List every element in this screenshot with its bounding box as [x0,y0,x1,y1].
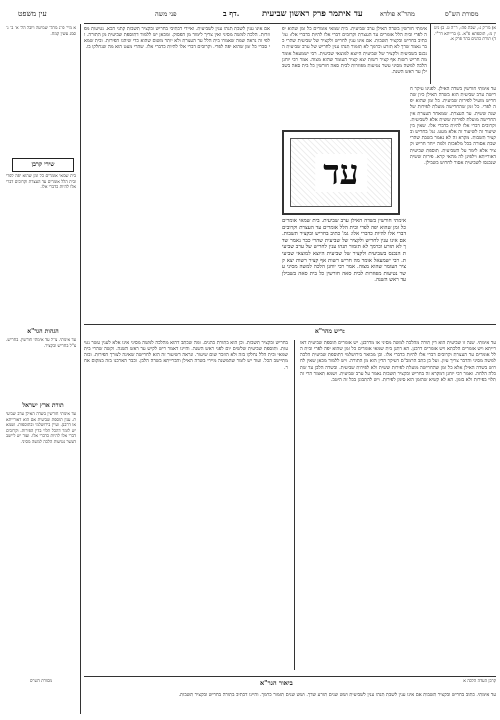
main-text-top: אימתי חורשין בשדה האילן ערב שביעית. בית שמאי אומרים כל זמן שהוא יפה לפרי ובית הלל אומרים עד העצרת וקרובים דברי אלו להיות כדברי אלו: גמ' כתיב בחריש ובקציר תשבות. אם אינו ענין לחריש ולקציר של שביעית שהרי כבר נאמר שדך לא תזרע וכרמך לא תזמור תנהו ענין לחריש של ערב שביעית הנכנס בשביעית ולקציר של שביעית היוצא למוצאי שביעית. רבי ישמעאל אומר מה חריש רשות אף קציר רשות יצא קציר העומר שהוא מצוה. אמר רבי יוחנן הלכה למשה מסיני עשר נטיעות מפוזרות לבית סאה חורשין כל בית סאה בשבילן עד ראש השנה. [282,26,427,76]
beur-text: עד אימתי. כתוב בחריש ובקציר תשבות אם אינו ענין לשבת תנהו ענין לשביעית ושש שנים תזרע שדך. ושש שנים תזמור כרמך. והיינו דכתיב בתורה בחריש ובקציר תשבות. [178,692,496,698]
header-rule [84,23,496,24]
torat-eretz-text: עד אימתי חורשין בשדה האילן ערב שביעית. ענין תוספת שביעית אם הוא דאורייתא או דרבנן. ועיין בירושלמי ובתוספות. ושמא יש לומר דהכל תלוי בדין הפירות. וקרובים דברי אלו להיות כדברי אלו. ועוד יש ליישב דעשר נטיעות הלכה למשה מסיני. [6,412,76,445]
section-title-hagahot: הגהות הגר"א [27,328,59,335]
bottom-left-commentary: בחריש ובקציר תשבות. וכן הוא בתורת כהנים. ומה שכתב דהוא מהלכה למשה מסיני אינו אלא לענין עשר נטיעות. ותוספת שביעית שלשים יום לפני ראש השנה. והיינו דאמר ריש לקיש עד ראש השנה. וקשה שהרי בית שמאי ובית הלל נחלקו בזה ולא הוזכר שום שיעור. ונראה דשיעור זה הוא לחרישה שאינה לצורך הפירות. ובזה מתיישב הכל. ועוד יש לומר שהמשנה מיירי בשדה האילן והברייתא בשדה הלבן. וכבר הארכנו בזה במקום אחר. [84,340,288,371]
masoret-text: א) מו"ק ג:, שבת פה:, ר"ה ט. ב) גיטין מ:, תוספתא פ"א. ג) ברייתא דר"י. ד) תורת כהנים בהר פרק א. [434,26,496,43]
header-masoret: מסורת הש"ס [445,10,479,18]
opening-word-frame [282,130,400,215]
hagahot-text: עד אימתי. צ"ל עד אימתי חורשין. בחריש. צ"ל בחריש ובקציר. [6,338,76,349]
footer-rule [84,676,496,677]
bottom-right-commentary: עד אימתי. שנה זו שביעית הוא דין תורה מהלכה למשה מסיני או מדרבנן. יש אומרים תוספת שביעית דאורייתא ויש אומרים הלכתא ויש אומרים דרבנן. הא דתנן בית שמאי אומרים כל זמן שהוא יפה לפרי ובית הלל אומרים עד העצרת וקרובים דברי אלו להיות כדברי אלו. וכן מבואר בירושלמי דתוספת שביעית הלכה למשה מסיני והדבר צריך עיון. ועל כן כתב הרמב"ם דעיקר הדין הוא מן התורה. ויש ללמוד מכאן שאין לחרוש בשדה האילן אלא כל זמן שהחרישה מועלת לפירות ששית ולא לפירות שביעית. ובשדה הלבן עד שתכלה הלחה. ואמר רבי יוחנן דמקרא זה בחריש ובקציר תשבות נאמר על ערב שביעית. ושמא תאמר הרי זה תלוי בפירות ולא בזמן. הא לא קשיא שהזמן הוא סימן לפירות. ויש להתבונן בכל זה היטב. [300,340,496,383]
column-divider-right [430,24,431,84]
bottom-section-title: ריש מהר"א: [314,328,345,335]
header-book: פני משה [155,10,177,18]
main-text: אימתי חורשין בשדה האילן ערב שביעית. בית שמאי אומרים כל זמן שהוא יפה לפרי ובית הלל אומרים עד העצרת וקרובים דברי אלו להיות כדברי אלו: גמ' כתיב בחריש ובקציר תשבות. אם אינו ענין לחריש ולקציר של שביעית שהרי כבר נאמר שדך לא תזרע וכרמך לא תזמור תנהו ענין לחריש של ערב שביעית הנכנס בשביעית ולקציר של שביעית היוצא למוצאי שביעית. רבי ישמעאל אומר מה חריש רשות אף קציר רשות יצא קציר העומר שהוא מצוה. אמר רבי יוחנן הלכה למשה מסיני עשר נטיעות מפוזרות לבית סאה חורשין כל בית סאה בשבילן עד ראש השנה. [282,218,406,284]
beur-title: ביאור הגר"א [260,679,293,687]
ein-mishpat-text: א מיי' פ"ג מהל' שמיטה ויובל הל' א' ב' ג' סמג עשין קמח. [6,26,76,37]
right-note: קרבן העדה הלכה א [463,679,496,684]
shirei-korban-text: בית שמאי אומרים כל זמן שהוא יפה לפרי ובית הלל אומרים עד העצרת וקרובים דברי אלו להיות כדברי אלו. [6,174,76,191]
footer-title: מסורת הש"ס [29,679,53,684]
bottom-column-divider [294,340,295,670]
right-commentary: עד אימתי חורשין בשדה האילן. לפנינו עיקר חרישה ערב שביעית הוא בשדה האילן כיון שהחריש מועיל לפירות שביעית. כל זמן שהוא יפה לפרי. כל זמן שהחרישה מועלת לפירות של שנה ששית. עד העצרת. שמאחר העצרת אין החרישה מועלת לפירות ששית אלא לשביעית. וקרובים דברי אלו להיות כדברי אלו. שאין בין שיעור זה לשיעור זה אלא מעט. גמ' בחריש ובקציר תשבות. מקרא זה לא נאמר בשבת שהרי שבת אסורה בכל מלאכות ולמה ייחד חריש וקציר אלא לימד על השביעית. תוספת שביעית דאורייתא וילפינן לה מהאי קרא. פירות ששית שנכנסו לשביעית אסור לחרוש בשבילן. [410,86,496,166]
header-tractate: עד איתמר פרק ראשון שביעית [262,9,363,19]
header-page-number: דף ב. [223,9,240,18]
opening-word: עד [315,154,367,192]
header-commentary-name: מהר"א פולדא [380,10,415,18]
section-title-torat-eretz: תורת ארץ ישראל [22,402,64,409]
section-title-shirei-korban: שירי קרבן [12,158,74,172]
left-commentary: אם אינו ענין לשבת תנהו ענין לשביעית. ואיידי דכתיבי בחריש ובקציר תשבות קתני הכא. נטיעות מפוזרות. הלכה למשה מסיני ואין צריך לימוד מן הפסוק. ומכאן יש ללמוד דתוספת שביעית מן התורה. ולפי זה נראה שמה שאמרו בית הלל עד העצרת ולא יותר משום שהוא כדי שיהנו הפירות. ובית שמאי סברי כל זמן שהוא יפה לפרי. וקרובים דברי אלו להיות כדברי אלו. שהרי מעט הוא מה שנחלקו בו. [84,26,270,51]
column-divider-left [80,24,81,714]
header-ein-mishpat: עין משפט [18,9,47,18]
section-rule [84,324,496,325]
